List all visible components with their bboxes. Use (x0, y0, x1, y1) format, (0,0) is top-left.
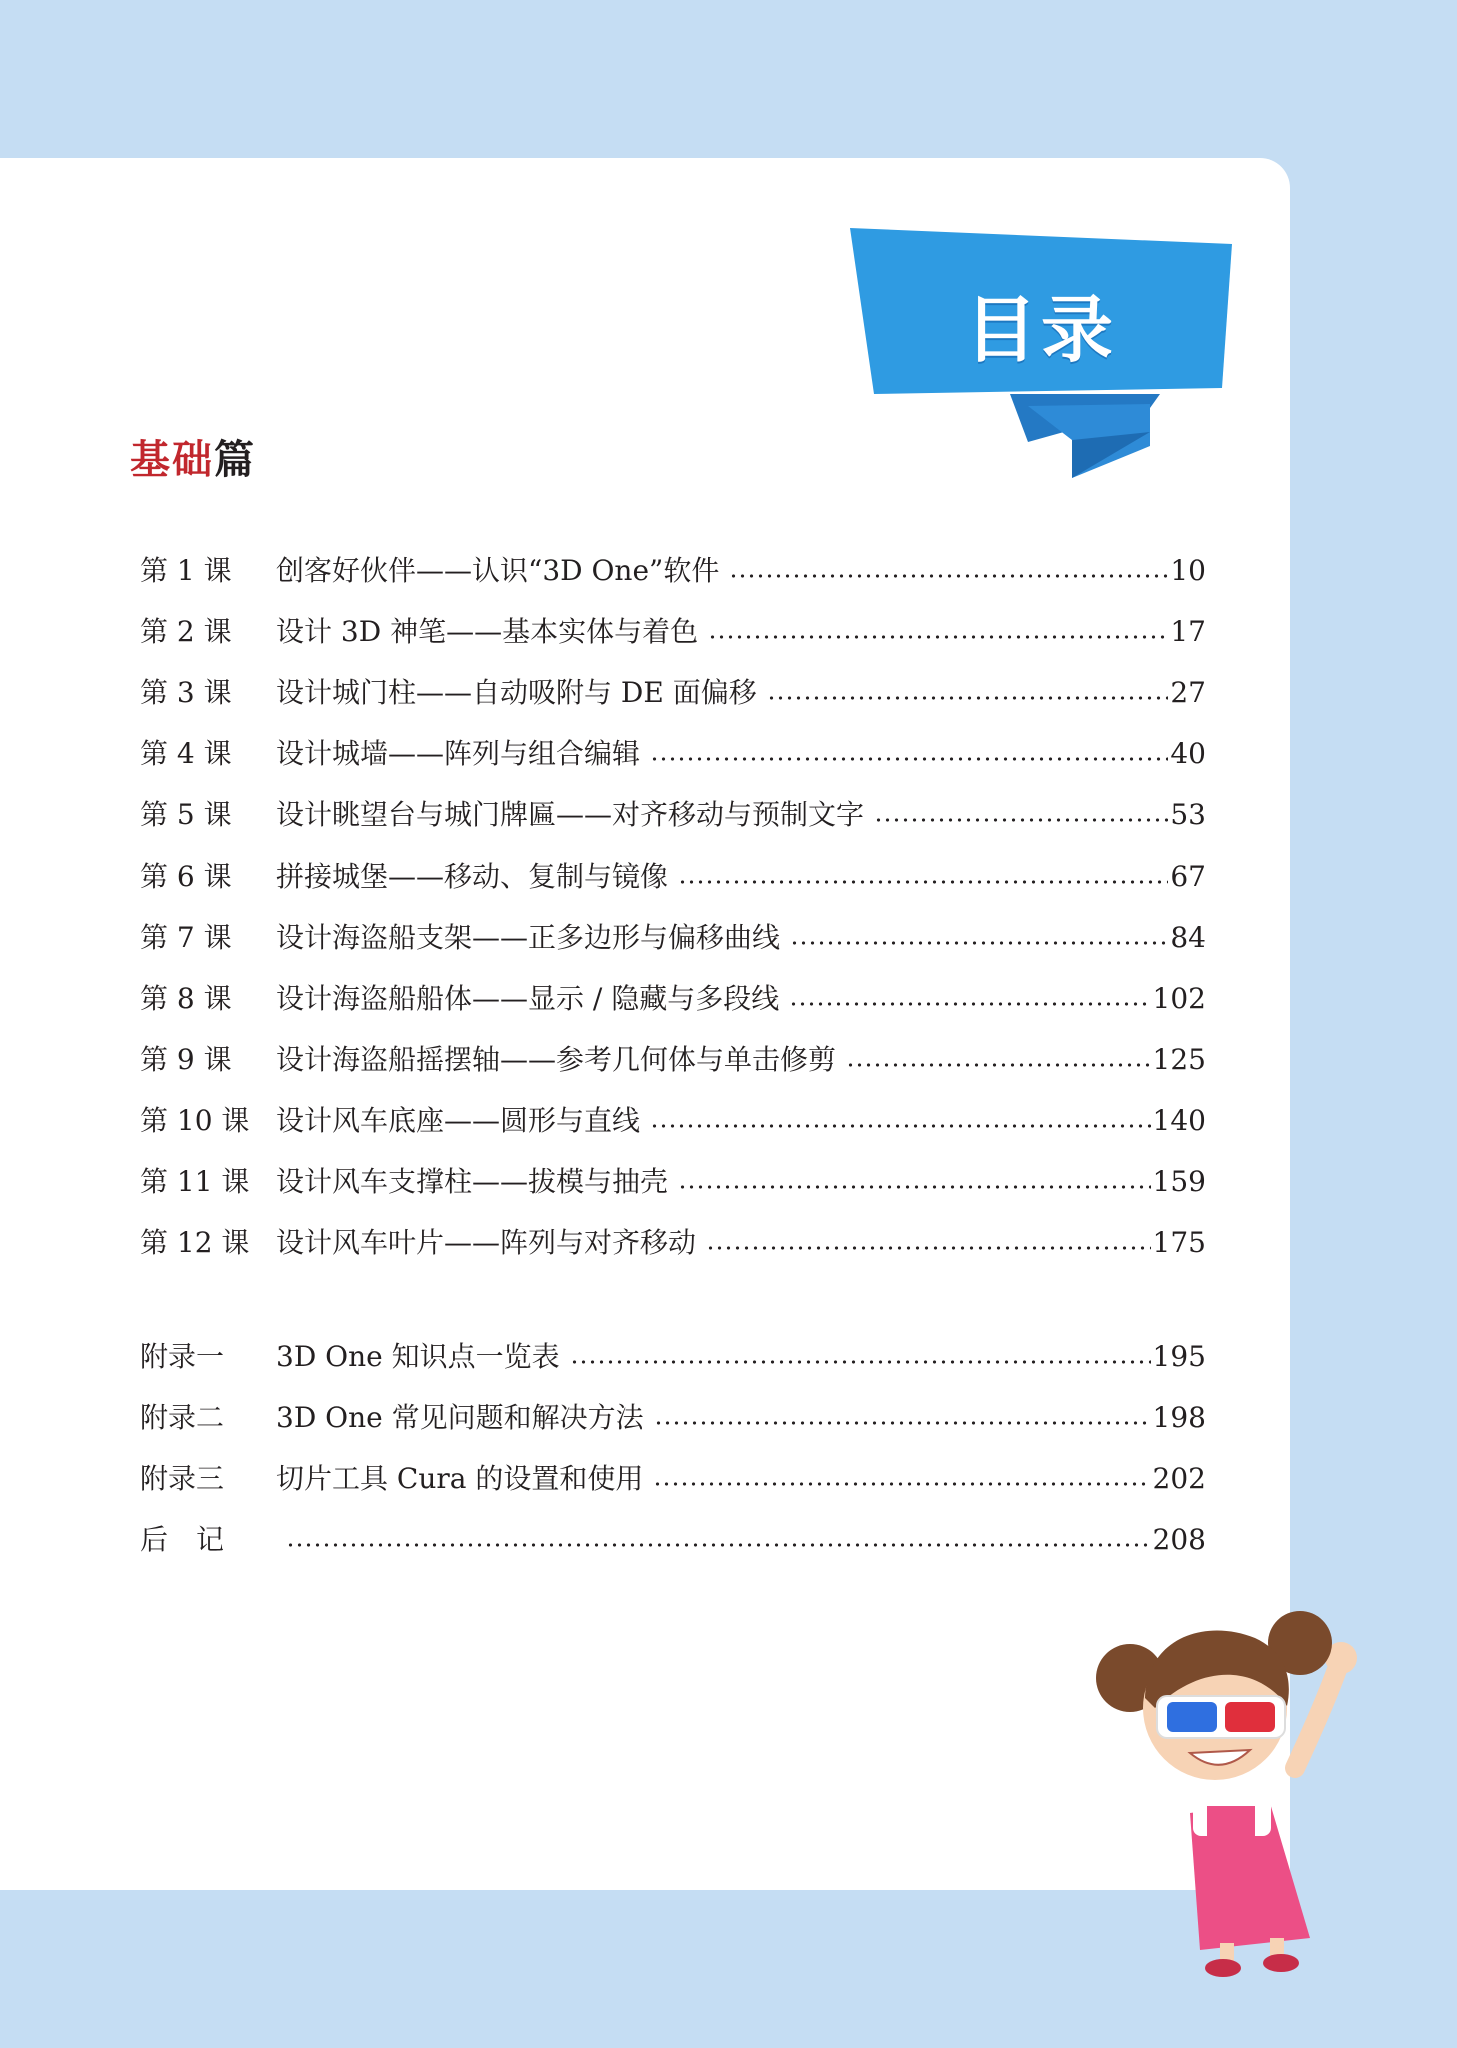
dot-leader (729, 574, 1168, 578)
lesson-title: 设计 3D 神笔——基本实体与着色 (276, 615, 699, 649)
lesson-page-number: 159 (1152, 1165, 1206, 1199)
lesson-title: 创客好伙伴——认识“3D One”软件 (276, 554, 720, 588)
appendix-label: 附录一 (140, 1340, 225, 1374)
toc-title: 目录 (964, 288, 1117, 372)
lesson-label: 第 1 课 (140, 554, 232, 588)
lesson-row[interactable] (140, 652, 1206, 713)
lesson-page-number: 102 (1152, 981, 1206, 1015)
section-heading (130, 428, 256, 485)
lesson-label: 第 5 课 (140, 798, 232, 832)
appendix-page-number: 202 (1152, 1462, 1206, 1496)
lesson-row[interactable] (140, 1080, 1206, 1141)
lesson-title: 设计海盗船船体——显示 / 隐藏与多段线 (276, 981, 780, 1015)
lesson-label: 第 2 课 (140, 615, 232, 649)
lesson-label: 第 9 课 (140, 1042, 232, 1076)
lesson-row[interactable] (140, 591, 1206, 652)
appendix-page-number: 208 (1152, 1523, 1206, 1557)
appendix-row[interactable] (140, 1316, 1206, 1377)
lesson-title: 设计城墙——阵列与组合编辑 (276, 737, 641, 771)
dot-leader (708, 635, 1168, 639)
dot-leader (789, 1002, 1150, 1006)
lesson-page-number: 53 (1170, 798, 1206, 832)
lesson-label: 第 11 课 (140, 1165, 250, 1199)
lesson-row[interactable] (140, 1202, 1206, 1263)
lesson-page-number: 10 (1170, 554, 1206, 588)
lesson-row[interactable] (140, 835, 1206, 896)
appendix-title: 3D One 常见问题和解决方法 (276, 1401, 644, 1435)
lesson-row[interactable] (140, 530, 1206, 591)
lesson-row[interactable] (140, 1019, 1206, 1080)
toc-lessons-list (140, 530, 1206, 1263)
appendix-label: 后 记 (140, 1523, 225, 1557)
dot-leader (790, 941, 1168, 945)
lesson-title: 设计城门柱——自动吸附与 DE 面偏移 (276, 676, 757, 710)
lesson-page-number: 17 (1170, 615, 1206, 649)
lesson-title: 设计海盗船支架——正多边形与偏移曲线 (276, 920, 781, 954)
appendix-page-number: 195 (1152, 1340, 1206, 1374)
dot-leader (846, 1063, 1151, 1067)
lesson-label: 第 10 课 (140, 1103, 250, 1137)
lesson-page-number: 175 (1152, 1226, 1206, 1260)
lesson-page-number: 27 (1170, 676, 1206, 710)
lesson-page-number: 40 (1170, 737, 1206, 771)
lesson-label: 第 4 课 (140, 737, 232, 771)
lesson-row[interactable] (140, 958, 1206, 1019)
lesson-title: 设计风车支撑柱——拔模与抽壳 (276, 1165, 669, 1199)
appendix-title: 3D One 知识点一览表 (276, 1340, 560, 1374)
dot-leader (678, 1185, 1151, 1189)
appendix-row[interactable] (140, 1377, 1206, 1438)
lesson-page-number: 84 (1170, 920, 1206, 954)
dot-leader (654, 1421, 1151, 1425)
lesson-page-number: 140 (1152, 1103, 1206, 1137)
lesson-label: 第 12 课 (140, 1226, 250, 1260)
section-heading-dark: 篇 (214, 437, 256, 483)
toc-appendix-list (140, 1316, 1206, 1560)
lesson-row[interactable] (140, 774, 1206, 835)
appendix-title: 切片工具 Cura 的设置和使用 (276, 1462, 644, 1496)
dot-leader (706, 1246, 1151, 1250)
dot-leader (678, 880, 1168, 884)
lesson-label: 第 6 课 (140, 859, 232, 893)
appendix-label: 附录三 (140, 1462, 225, 1496)
lesson-row[interactable] (140, 897, 1206, 958)
appendix-row[interactable] (140, 1499, 1206, 1560)
dot-leader (570, 1360, 1151, 1364)
lesson-title: 设计眺望台与城门牌匾——对齐移动与预制文字 (276, 798, 865, 832)
girl-mascot-illustration (1095, 1578, 1375, 1978)
appendix-label: 附录二 (140, 1401, 225, 1435)
appendix-row[interactable] (140, 1438, 1206, 1499)
appendix-page-number: 198 (1152, 1401, 1206, 1435)
dot-leader (650, 1124, 1151, 1128)
lesson-title: 设计风车叶片——阵列与对齐移动 (276, 1226, 697, 1260)
lesson-label: 第 3 课 (140, 676, 232, 710)
lesson-row[interactable] (140, 713, 1206, 774)
dot-leader (650, 757, 1168, 761)
lesson-title: 设计海盗船摇摆轴——参考几何体与单击修剪 (276, 1042, 837, 1076)
dot-leader (767, 696, 1169, 700)
lesson-row[interactable] (140, 1141, 1206, 1202)
lesson-label: 第 8 课 (140, 981, 232, 1015)
dot-leader (653, 1482, 1150, 1486)
dot-leader (286, 1543, 1151, 1547)
lesson-label: 第 7 课 (140, 920, 232, 954)
dot-leader (874, 818, 1168, 822)
section-heading-red: 基础 (130, 437, 214, 483)
lesson-page-number: 125 (1152, 1042, 1206, 1076)
lesson-title: 设计风车底座——圆形与直线 (276, 1103, 641, 1137)
lesson-title: 拼接城堡——移动、复制与镜像 (276, 859, 669, 893)
lesson-page-number: 67 (1170, 859, 1206, 893)
